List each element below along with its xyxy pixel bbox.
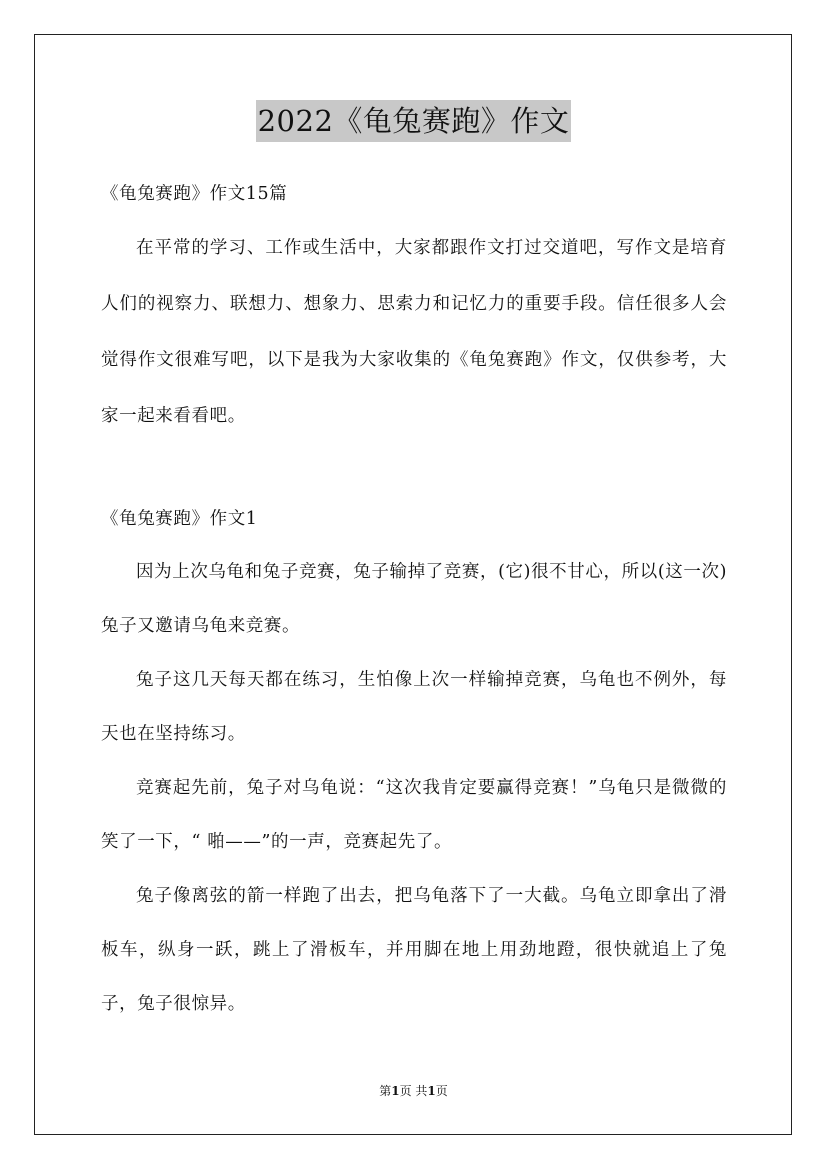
body-paragraph: 兔子这几天每天都在练习，生怕像上次一样输掉竞赛，乌龟也不例外，每天也在坚持练习。 [101,670,727,744]
document-title: 2022《龟兔赛跑》作文 [256,100,572,142]
footer-suffix: 页 [435,1084,448,1098]
footer-middle: 页 共 [399,1084,428,1098]
body-paragraph: 兔子像离弦的箭一样跑了出去，把乌龟落下了一大截。乌龟立即拿出了滑板车，纵身一跃，跳上了滑板车，并用脚在地上用劲地蹬，很快就追上了兔子，兔子很惊异。 [101,886,727,1014]
title-wrap [0,100,827,142]
footer-total-pages: 1 [427,1084,436,1098]
intro-paragraph: 在平常的学习、工作或生活中，大家都跟作文打过交道吧，写作文是培育人们的视察力、联想力、想象力、思索力和记忆力的重要手段。信任很多人会觉得作文很难写吧，以下是我为大家收集的《龟兔赛跑》作文，仅供参考，大家一起来看看吧。 [101,238,727,426]
body-paragraph: 竞赛起先前，兔子对乌龟说：“这次我肯定要赢得竞赛！”乌龟只是微微的笑了一下，“ 啪——”的一声，竞赛起先了。 [101,778,727,852]
document-subtitle: 《龟兔赛跑》作文15篇 [101,184,288,204]
footer-page-number: 1 [391,1084,400,1098]
body-paragraph: 因为上次乌龟和兔子竞赛，兔子输掉了竞赛，(它)很不甘心，所以(这一次)兔子又邀请乌龟来竞赛。 [101,562,727,636]
section-heading: 《龟兔赛跑》作文1 [101,509,258,529]
footer-prefix: 第 [379,1084,392,1098]
page-footer [0,1082,827,1100]
